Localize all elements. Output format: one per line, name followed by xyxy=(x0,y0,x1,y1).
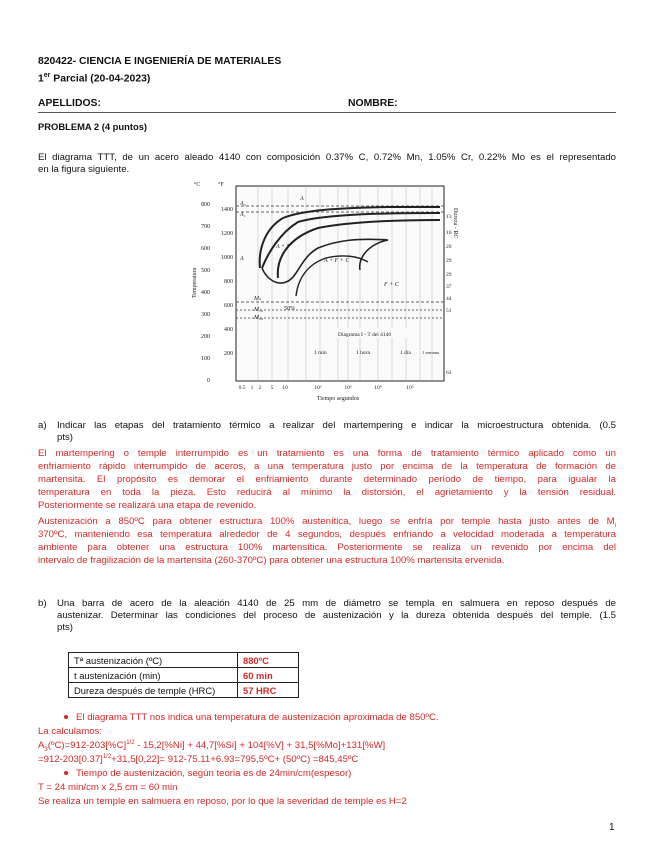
time-1hora: 1 hora xyxy=(356,350,370,356)
part-a-question-2: pts) xyxy=(57,432,73,443)
answer-a-line-2: enfriamiento rápido interrumpido de aceros, a una temperatura justo por encima de la temperatura de formación de xyxy=(38,461,616,472)
part-a-question-1: Indicar las etapas del tratamiento térmico a realizar del martempering e indicar la microestructura obtenida. (0.5 xyxy=(57,420,616,431)
af-label: A + F xyxy=(276,244,291,250)
svg-text:1200: 1200 xyxy=(221,231,233,237)
table-row xyxy=(69,653,299,668)
time-1dia: 1 día xyxy=(400,350,411,356)
unit-c: °C xyxy=(194,182,201,188)
svg-text:20: 20 xyxy=(446,244,452,250)
answer-a-line-4: temperatura en toda la pieza. Esto reducirá al mínimo la distorsión, el agrietamiento y la tensión residual. xyxy=(38,487,616,498)
afc-label: A + F + C xyxy=(324,258,350,264)
table-value: 60 min xyxy=(238,668,299,683)
svg-text:300: 300 xyxy=(201,312,210,318)
austenization-table xyxy=(68,652,299,698)
a1-label: A₁ xyxy=(240,212,246,218)
svg-text:700: 700 xyxy=(201,224,210,230)
table-row xyxy=(69,683,299,698)
bullet-dot-icon xyxy=(64,771,68,775)
table-value: 880ºC xyxy=(238,653,299,668)
svg-text:2: 2 xyxy=(258,385,262,391)
ms-label: Mₛ xyxy=(254,296,262,302)
svg-text:200: 200 xyxy=(201,334,210,340)
intro-line-2: en la figura siguiente. xyxy=(38,164,130,175)
part-b-label: b) xyxy=(38,598,47,609)
page-number: 1 xyxy=(609,822,615,833)
part-a-label: a) xyxy=(38,420,47,431)
svg-text:600: 600 xyxy=(201,246,210,252)
figure-caption: Diagrama I - T del 4140 xyxy=(338,332,392,338)
intro-line-1: El diagrama TTT, de un acero aleado 4140 con composición 0.37% C, 0.72% Mn, 1.05% Cr, 0.22% Mo es el representado xyxy=(38,152,616,163)
svg-text:16: 16 xyxy=(446,230,452,236)
svg-text:400: 400 xyxy=(201,290,210,296)
table-key: t austenización (min) xyxy=(69,668,238,683)
x-axis-label: Tiempo segundos xyxy=(316,396,360,402)
svg-text:800: 800 xyxy=(224,279,233,285)
svg-text:200: 200 xyxy=(224,351,233,357)
a-top-label: A xyxy=(300,196,304,202)
svg-text:10²: 10² xyxy=(314,385,322,391)
svg-text:63: 63 xyxy=(446,370,452,376)
apellidos-label: APELLIDOS: xyxy=(38,98,101,109)
svg-text:44: 44 xyxy=(446,296,452,302)
y-axis-label: Temperatura xyxy=(192,267,198,298)
svg-text:10⁵: 10⁵ xyxy=(406,385,414,391)
time-1semana: 1 semana xyxy=(422,350,439,355)
svg-text:10⁴: 10⁴ xyxy=(374,385,382,391)
formula-line-2: $=912-203[0.37]^{1/2}+31,5[0,22]=$ 912-75.11+6.93=795,5ºC+ (50ºC) =845,45ºC xyxy=(38,754,359,766)
fc-label: F + C xyxy=(384,282,399,288)
table-key: Dureza después de temple (HRC) xyxy=(69,683,238,698)
ttt-diagram xyxy=(188,178,460,404)
answer-a2-line-1: Austenización a 850ºC para obtener estructura 100% austenítica, luego se enfría por temple hasta justo antes de $M_i$ xyxy=(38,516,616,529)
svg-text:0: 0 xyxy=(207,378,210,384)
answer-a2-line-3: ambiente para obtener una estructura 100% martensítica. Posteriormente se realiza un revenido por encima del xyxy=(38,542,616,553)
unit-f: °F xyxy=(218,182,224,188)
time-calc: T = 24 min/cm x 2,5 cm = 60 min xyxy=(38,782,178,793)
bullet-dot-icon xyxy=(64,715,68,719)
svg-text:29: 29 xyxy=(446,258,452,264)
nombre-label: NOMBRE: xyxy=(348,98,398,109)
exam-title: 1er Parcial (20-04-2023) xyxy=(38,72,151,85)
part-b-question-1: Una barra de acero de la aleación 4140 de 25 mm de diámetro se templa en salmuera en reposo después de xyxy=(57,598,616,609)
svg-text:800: 800 xyxy=(201,202,210,208)
svg-text:0.5: 0.5 xyxy=(238,385,246,391)
answer-a-line-3: martensita. El propósito es demorar el enfriamiento durante determinado período de tiempo, para igualar la xyxy=(38,474,616,485)
svg-text:10: 10 xyxy=(282,385,288,391)
svg-text:37: 37 xyxy=(446,284,452,290)
celsius-ticks xyxy=(201,202,210,384)
part-b-question-3: pts) xyxy=(57,622,73,633)
svg-text:400: 400 xyxy=(224,327,233,333)
svg-text:29: 29 xyxy=(446,272,452,278)
a3-label: A₃ xyxy=(240,201,246,207)
time-1min: 1 min xyxy=(314,350,327,356)
svg-text:100: 100 xyxy=(201,356,210,362)
svg-text:10³: 10³ xyxy=(344,385,352,391)
svg-text:500: 500 xyxy=(201,268,210,274)
svg-text:1000: 1000 xyxy=(221,255,233,261)
m50-label: M₅₀ xyxy=(254,307,264,313)
answer-a-line-1: El martempering o temple interrumpido es un tratamiento es una forma de tratamiento térmico aplicado como un xyxy=(38,448,616,459)
right-axis-label: Dureza - RC xyxy=(452,208,458,239)
pct50-label: 50% xyxy=(284,306,295,312)
svg-text:5: 5 xyxy=(270,385,274,391)
svg-text:13: 13 xyxy=(446,214,452,220)
bullet-1: El diagrama TTT nos indica una temperatura de austenización aproximada de 850ºC. xyxy=(64,712,439,723)
part-b-question-2: austenizar. Determinar las condiciones del proceso de austenización y la dureza obtenida después del temple. (1.5 xyxy=(57,610,616,621)
course-title: 820422- CIENCIA E INGENIERÍA DE MATERIALES xyxy=(38,56,282,67)
svg-text:600: 600 xyxy=(224,303,233,309)
table-row xyxy=(69,668,299,683)
answer-a-line-5: Posteriormente se realizará una etapa de revenido. xyxy=(38,500,257,511)
answer-a2-line-2: 370ºC, manteniendo esa temperatura alrededor de 4 segundos, después enfriando a velocidad moderada a temperatura xyxy=(38,529,616,540)
bullet-2: Tiempo de austenización, según teoria es de 24min/cm(espesor) xyxy=(64,768,351,779)
answer-a2-line-4: intervalo de fragilización de la martensita (260-370ºC) para obtener una estructura 100% martensita ervenida. xyxy=(38,555,505,566)
svg-text:1400: 1400 xyxy=(221,207,233,213)
problem-title: PROBLEMA 2 (4 puntos) xyxy=(38,121,148,132)
header-divider xyxy=(38,112,616,113)
table-key: Tª austenización (ºC) xyxy=(69,653,238,668)
m90-label: M₉₀ xyxy=(254,315,264,321)
table-value: 57 HRC xyxy=(238,683,299,698)
final-statement: Se realiza un temple en salmuera en reposo, por lo que la severidad de temple es H=2 xyxy=(38,796,407,807)
calc-label: La calculamos: xyxy=(38,726,102,737)
svg-text:51: 51 xyxy=(446,308,452,314)
svg-text:1: 1 xyxy=(250,385,254,391)
formula-line-1: $A_3(ºC)=912-203[\%C]^{1/2} - 15,2[\%Ni] + 44,7[\%Si] + 104[\%V] + 31,5[\%Mo]+131[\%W]$ xyxy=(38,740,386,754)
a-left-label: A xyxy=(240,256,244,262)
